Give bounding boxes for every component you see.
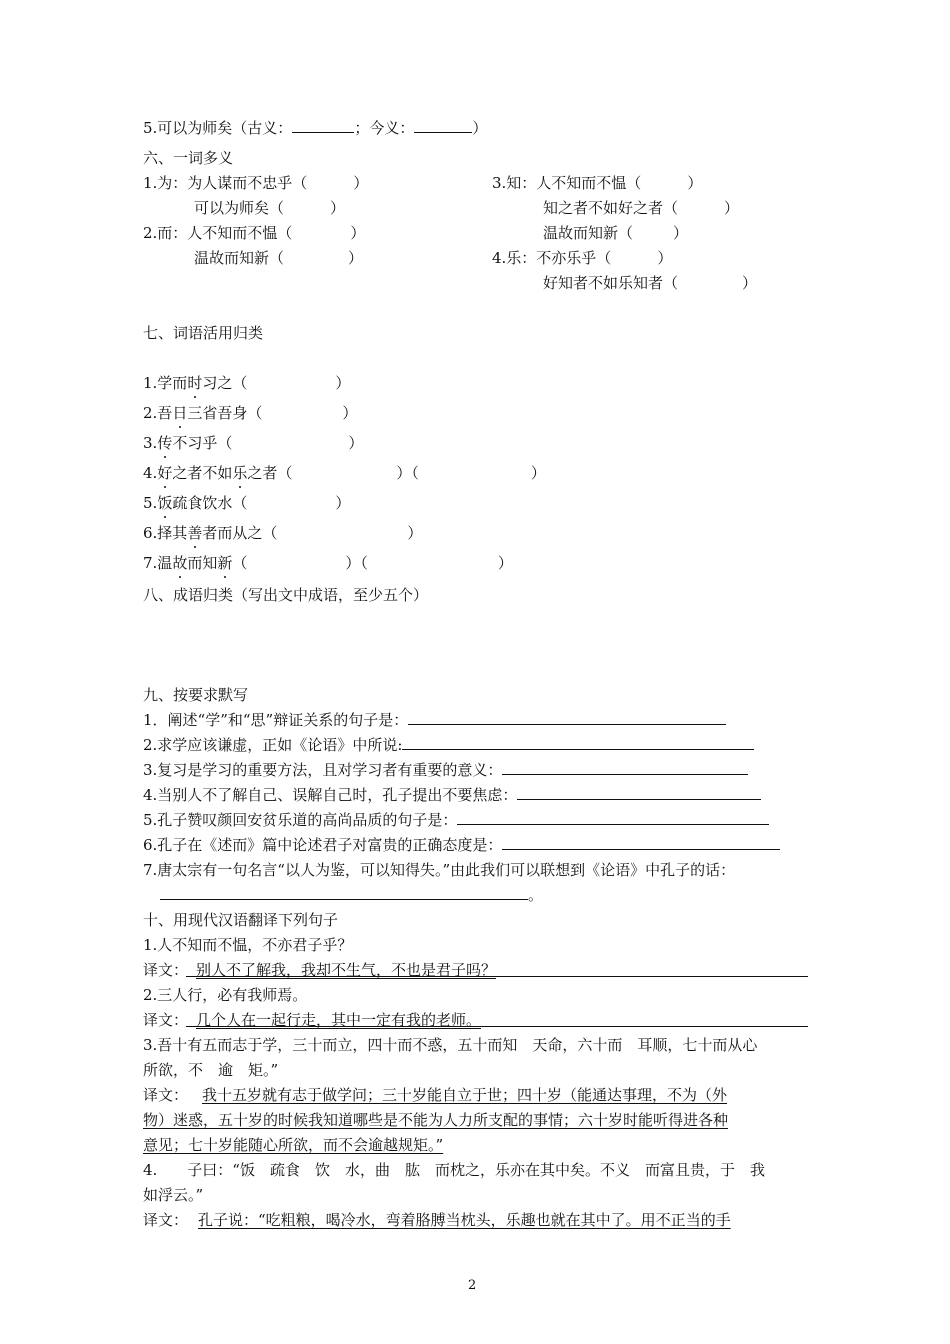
blank-dictation-4[interactable] (517, 785, 761, 800)
polysemy-2a: 2.而：人不知而不愠（ ） (143, 224, 366, 242)
blank-dictation-7[interactable] (160, 885, 528, 900)
word-usage-2: 2.吾日三省吾身（ ） (143, 404, 358, 422)
word-usage-7: 7.温故而知新（ ）（ ） (143, 554, 513, 572)
dictation-4: 4.当别人不了解自己、误解自己时，孔子提出不要焦虑： (143, 785, 761, 805)
source-sentence-4a: 4. 子曰：“饭 疏食 饮 水，曲 肱 而枕之，乐亦在其中矣。不义 而富且贵，于 我 (143, 1161, 765, 1179)
translation-1: 译文： 别人不了解我，我却不生气，不也是君子吗？ (143, 961, 497, 979)
word-usage-1: 1.学而时习之（ ） (143, 374, 351, 392)
blank-dictation-1[interactable] (408, 710, 726, 725)
blank-ancient-meaning[interactable] (292, 118, 354, 133)
dictation-1: 1．阐述“学”和“思”辩证关系的句子是： (143, 710, 726, 730)
page-number: 2 (468, 1278, 477, 1293)
section-6-title: 六、一词多义 (143, 149, 234, 167)
question-5-line (143, 118, 487, 138)
word-usage-3: 3.传不习乎（ ） (143, 434, 364, 452)
section-10-title: 十、用现代汉语翻译下列句子 (143, 911, 339, 929)
source-sentence-3b: 所欲，不 逾 矩。” (143, 1061, 279, 1079)
q5-text-c: ） (472, 119, 488, 137)
polysemy-4a: 4.乐：不亦乐乎（ ） (492, 249, 673, 267)
translation-2: 译文： 几个人在一起行走，其中一定有我的老师。 (143, 1011, 482, 1029)
dictation-2: 2.求学应该谦虚，正如《论语》中所说: (143, 735, 754, 755)
polysemy-1a: 1.为：为人谋而不忠乎（ ） (143, 174, 369, 192)
translation-3c: 意见；七十岁能随心所欲，而不会逾越规矩。” (143, 1136, 444, 1154)
word-usage-4: 4.好之者不如乐之者（ ）（ ） (143, 464, 546, 482)
polysemy-3a: 3.知：人不知而不愠（ ） (492, 174, 703, 192)
source-sentence-3a: 3.吾十有五而志于学，三十而立，四十而不惑，五十而知 天命，六十而 耳顺，七十而从心 (143, 1036, 758, 1054)
source-sentence-2: 2.三人行，必有我师焉。 (143, 986, 308, 1004)
polysemy-2b: 温故而知新（ ） (194, 249, 364, 267)
section-8-title: 八、成语归类（写出文中成语，至少五个） (143, 586, 429, 604)
blank-dictation-6[interactable] (502, 835, 780, 850)
blank-dictation-2[interactable] (402, 735, 754, 750)
dictation-5: 5.孔子赞叹颜回安贫乐道的高尚品质的句子是： (143, 810, 769, 830)
dictation-3: 3.复习是学习的重要方法，且对学习者有重要的意义： (143, 760, 748, 780)
polysemy-3b: 知之者不如好之者（ ） (543, 199, 740, 217)
translation-3b: 物）迷惑，五十岁的时候我知道哪些是不能为人力所支配的事情；六十岁时能听得进各种 (143, 1111, 729, 1129)
source-sentence-1: 1.人不知而不愠，不亦君子乎？ (143, 936, 353, 954)
blank-dictation-5[interactable] (457, 810, 769, 825)
dictation-7-answer: 。 (160, 885, 543, 905)
dictation-7: 7.唐太宗有一句名言“以人为鉴，可以知得失。”由此我们可以联想到《论语》中孔子的话： (143, 861, 736, 879)
q5-text-a: 5.可以为师矣（古义： (143, 119, 293, 137)
polysemy-3c: 温故而知新（ ） (543, 224, 689, 242)
dictation-6: 6.孔子在《述而》篇中论述君子对富贵的正确态度是： (143, 835, 780, 855)
polysemy-1b: 可以为师矣（ ） (194, 199, 346, 217)
source-sentence-4b: 如浮云。” (143, 1186, 204, 1204)
translation-4: 译文： 孔子说：“吃粗粮，喝冷水，弯着胳膊当枕头，乐趣也就在其中了。用不正当的手 (143, 1211, 731, 1229)
blank-modern-meaning[interactable] (414, 118, 472, 133)
blank-dictation-3[interactable] (502, 760, 748, 775)
section-7-title: 七、词语活用归类 (143, 324, 264, 342)
q5-text-b: ；今义： (354, 119, 415, 137)
polysemy-4b: 好知者不如乐知者（ ） (543, 274, 758, 292)
translation-3a: 译文： 我十五岁就有志于做学问；三十岁能自立于世；四十岁（能通达事理，不为（外 (143, 1086, 728, 1104)
word-usage-6: 6.择其善者而从之（ ） (143, 524, 423, 542)
section-9-title: 九、按要求默写 (143, 686, 249, 704)
word-usage-5: 5.饭疏食饮水（ ） (143, 494, 351, 512)
